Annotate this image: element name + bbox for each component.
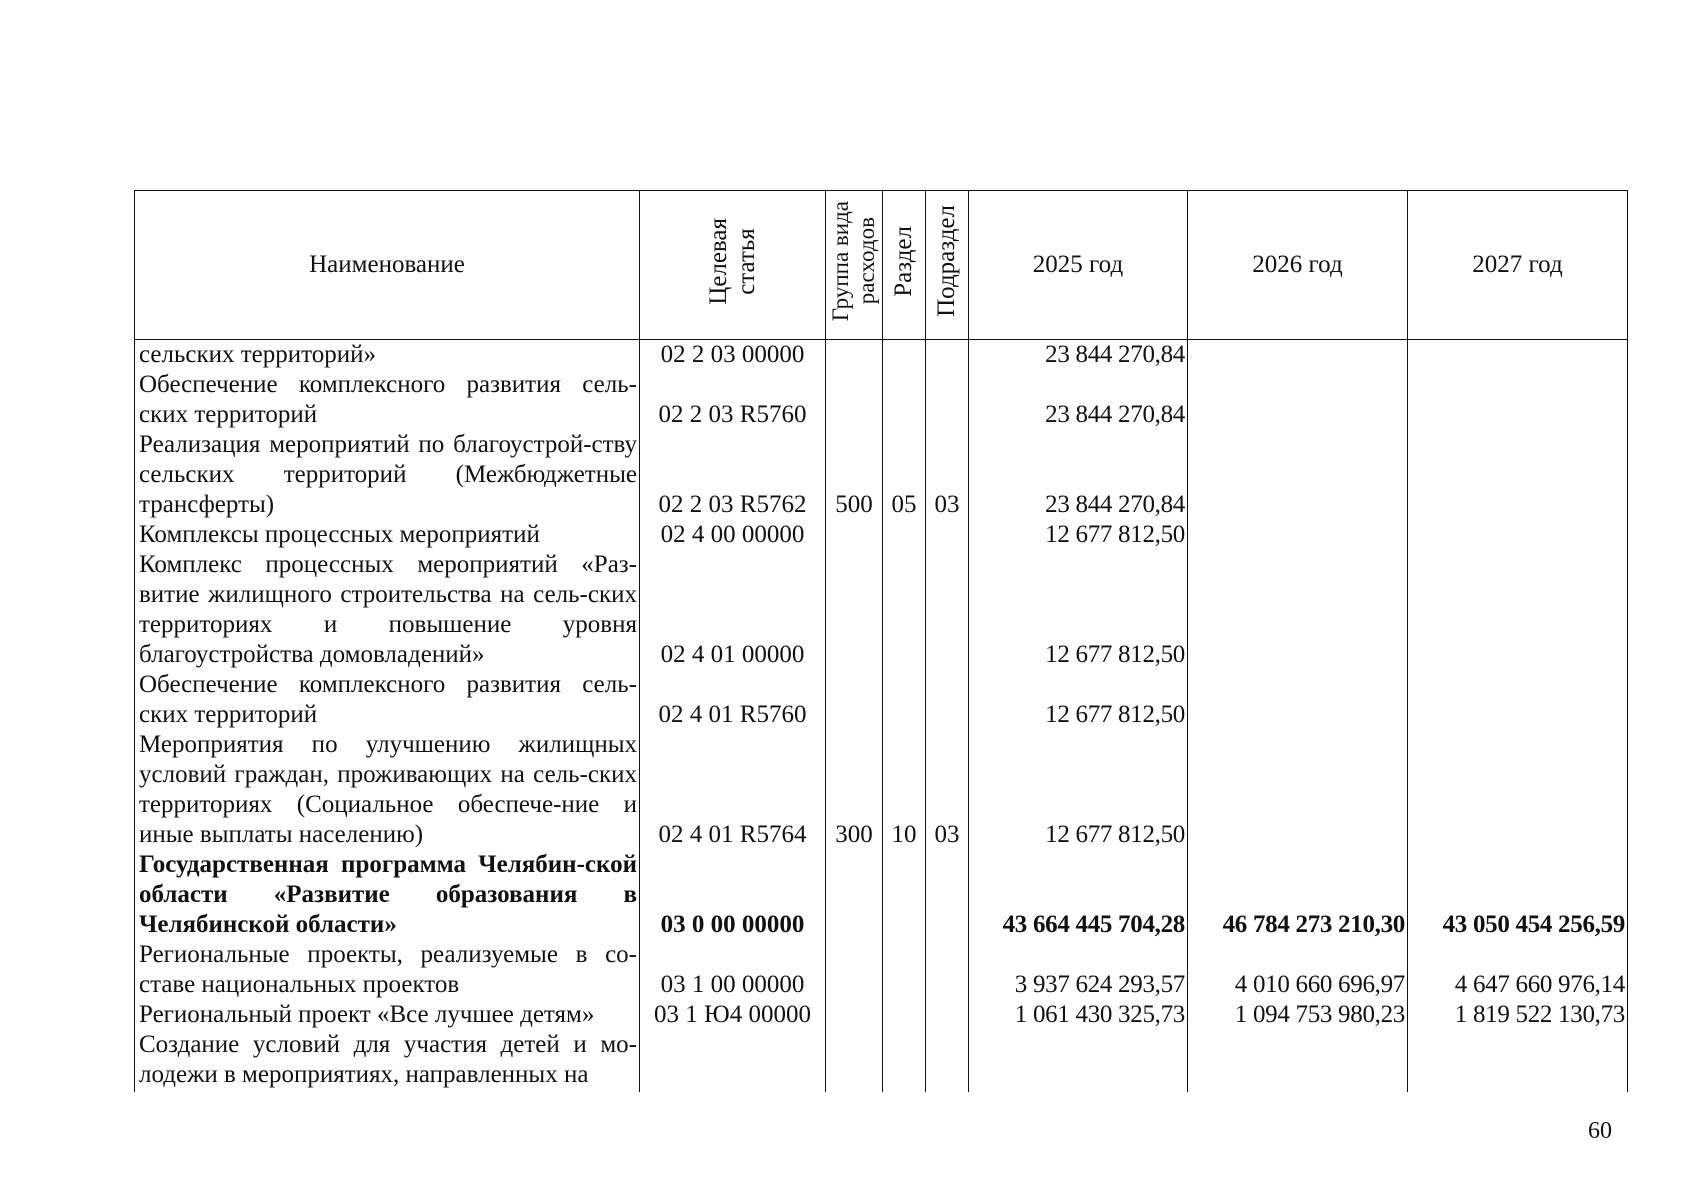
- row-amount-2025-cell: 23 844 270,84: [969, 370, 1188, 430]
- row-target-article-cell: 02 4 01 00000: [640, 550, 826, 670]
- row-subsection-cell: [926, 520, 969, 550]
- row-amount-2025-cell: 23 844 270,84: [969, 340, 1188, 371]
- table-row: [135, 1030, 1628, 1092]
- header-2026: 2026 год: [1188, 191, 1408, 340]
- header-section: Раздел: [883, 191, 926, 340]
- table-header: [135, 191, 1628, 340]
- row-amount-2027-cell: 43 050 454 256,59: [1408, 850, 1628, 940]
- table-row: [135, 940, 1628, 1000]
- row-expense-group-cell: 500: [826, 430, 883, 520]
- row-amount-2025-cell: [969, 1030, 1188, 1092]
- page-number: 60: [1588, 1118, 1612, 1144]
- row-section-cell: [883, 670, 926, 730]
- row-amount-2025-cell: 12 677 812,50: [969, 550, 1188, 670]
- row-amount-2026-cell: [1188, 340, 1408, 371]
- row-subsection-cell: [926, 1030, 969, 1092]
- row-target-article-cell: [640, 1030, 826, 1092]
- row-name-cell: Региональный проект «Все лучшее детям»: [135, 1000, 640, 1030]
- row-amount-2025-cell: 12 677 812,50: [969, 670, 1188, 730]
- row-subsection-cell: [926, 340, 969, 371]
- row-expense-group-cell: 300: [826, 730, 883, 850]
- row-amount-2025-cell: 1 061 430 325,73: [969, 1000, 1188, 1030]
- row-amount-2025-cell: 12 677 812,50: [969, 520, 1188, 550]
- row-expense-group-cell: [826, 550, 883, 670]
- row-amount-2027-cell: [1408, 670, 1628, 730]
- row-amount-2026-cell: [1188, 520, 1408, 550]
- row-amount-2027-cell: 4 647 660 976,14: [1408, 940, 1628, 1000]
- row-amount-2027-cell: [1408, 370, 1628, 430]
- row-amount-2027-cell: 1 819 522 130,73: [1408, 1000, 1628, 1030]
- row-amount-2027-cell: [1408, 520, 1628, 550]
- table-row: [135, 670, 1628, 730]
- header-2025: 2025 год: [969, 191, 1188, 340]
- row-name-cell: Обеспечение комплексного развития сель-ских территорий: [135, 670, 640, 730]
- row-amount-2026-cell: [1188, 430, 1408, 520]
- row-subsection-cell: 03: [926, 430, 969, 520]
- row-expense-group-cell: [826, 370, 883, 430]
- row-expense-group-cell: [826, 520, 883, 550]
- row-expense-group-cell: [826, 1000, 883, 1030]
- row-subsection-cell: [926, 850, 969, 940]
- table-row: [135, 550, 1628, 670]
- row-amount-2026-cell: 4 010 660 696,97: [1188, 940, 1408, 1000]
- header-expense-group: Группа вида расходов: [826, 191, 883, 340]
- row-amount-2027-cell: [1408, 430, 1628, 520]
- row-target-article-cell: 02 4 01 R5764: [640, 730, 826, 850]
- row-expense-group-cell: [826, 340, 883, 371]
- row-target-article-cell: 02 4 00 00000: [640, 520, 826, 550]
- table-body: [135, 340, 1628, 1093]
- table-row: [135, 850, 1628, 940]
- row-name-cell: Региональные проекты, реализуемые в со-ставе национальных проектов: [135, 940, 640, 1000]
- row-amount-2026-cell: [1188, 670, 1408, 730]
- row-name-cell: Государственная программа Челябин-ской области «Развитие образования в Челябинской области»: [135, 850, 640, 940]
- table-row: [135, 430, 1628, 520]
- row-section-cell: [883, 520, 926, 550]
- table-row: [135, 1000, 1628, 1030]
- row-subsection-cell: [926, 370, 969, 430]
- row-section-cell: [883, 1000, 926, 1030]
- row-subsection-cell: 03: [926, 730, 969, 850]
- row-amount-2026-cell: [1188, 730, 1408, 850]
- row-amount-2027-cell: [1408, 340, 1628, 371]
- header-subsection: Подраздел: [926, 191, 969, 340]
- row-name-cell: сельских территорий»: [135, 340, 640, 371]
- row-amount-2026-cell: 1 094 753 980,23: [1188, 1000, 1408, 1030]
- row-target-article-cell: 02 2 03 R5760: [640, 370, 826, 430]
- row-section-cell: 10: [883, 730, 926, 850]
- row-amount-2026-cell: [1188, 1030, 1408, 1092]
- row-section-cell: [883, 340, 926, 371]
- row-target-article-cell: 03 1 00 00000: [640, 940, 826, 1000]
- header-target-article: Целевая статья: [640, 191, 826, 340]
- row-name-cell: Реализация мероприятий по благоустрой-ству сельских территорий (Межбюджетные трансферты): [135, 430, 640, 520]
- row-subsection-cell: [926, 940, 969, 1000]
- table-row: [135, 340, 1628, 371]
- row-amount-2026-cell: [1188, 550, 1408, 670]
- row-expense-group-cell: [826, 850, 883, 940]
- row-amount-2027-cell: [1408, 1030, 1628, 1092]
- row-name-cell: Комплекс процессных мероприятий «Раз-витие жилищного строительства на сель-ских территориях и повышение уровня благоустройства домовладений»: [135, 550, 640, 670]
- row-target-article-cell: 02 2 03 00000: [640, 340, 826, 371]
- row-name-cell: Мероприятия по улучшению жилищных условий граждан, проживающих на сель-ских территориях (Социальное обеспече-ние и иные выплаты населению): [135, 730, 640, 850]
- row-section-cell: 05: [883, 430, 926, 520]
- row-expense-group-cell: [826, 1030, 883, 1092]
- row-expense-group-cell: [826, 940, 883, 1000]
- row-expense-group-cell: [826, 670, 883, 730]
- row-section-cell: [883, 1030, 926, 1092]
- row-section-cell: [883, 940, 926, 1000]
- row-amount-2026-cell: 46 784 273 210,30: [1188, 850, 1408, 940]
- row-target-article-cell: 03 1 Ю4 00000: [640, 1000, 826, 1030]
- table-row: [135, 370, 1628, 430]
- row-subsection-cell: [926, 550, 969, 670]
- row-subsection-cell: [926, 670, 969, 730]
- table-row: [135, 520, 1628, 550]
- budget-table: [134, 190, 1628, 1092]
- row-target-article-cell: 02 2 03 R5762: [640, 430, 826, 520]
- row-amount-2025-cell: 43 664 445 704,28: [969, 850, 1188, 940]
- row-amount-2025-cell: 23 844 270,84: [969, 430, 1188, 520]
- row-amount-2027-cell: [1408, 730, 1628, 850]
- header-2027: 2027 год: [1408, 191, 1628, 340]
- row-name-cell: Обеспечение комплексного развития сель-ских территорий: [135, 370, 640, 430]
- header-name: Наименование: [135, 191, 640, 340]
- row-amount-2025-cell: 12 677 812,50: [969, 730, 1188, 850]
- row-subsection-cell: [926, 1000, 969, 1030]
- row-target-article-cell: 03 0 00 00000: [640, 850, 826, 940]
- row-name-cell: Комплексы процессных мероприятий: [135, 520, 640, 550]
- table-row: [135, 730, 1628, 850]
- row-section-cell: [883, 550, 926, 670]
- row-amount-2027-cell: [1408, 550, 1628, 670]
- row-section-cell: [883, 850, 926, 940]
- row-amount-2025-cell: 3 937 624 293,57: [969, 940, 1188, 1000]
- row-name-cell: Создание условий для участия детей и мо-лодежи в мероприятиях, направленных на: [135, 1030, 640, 1092]
- row-section-cell: [883, 370, 926, 430]
- row-amount-2026-cell: [1188, 370, 1408, 430]
- row-target-article-cell: 02 4 01 R5760: [640, 670, 826, 730]
